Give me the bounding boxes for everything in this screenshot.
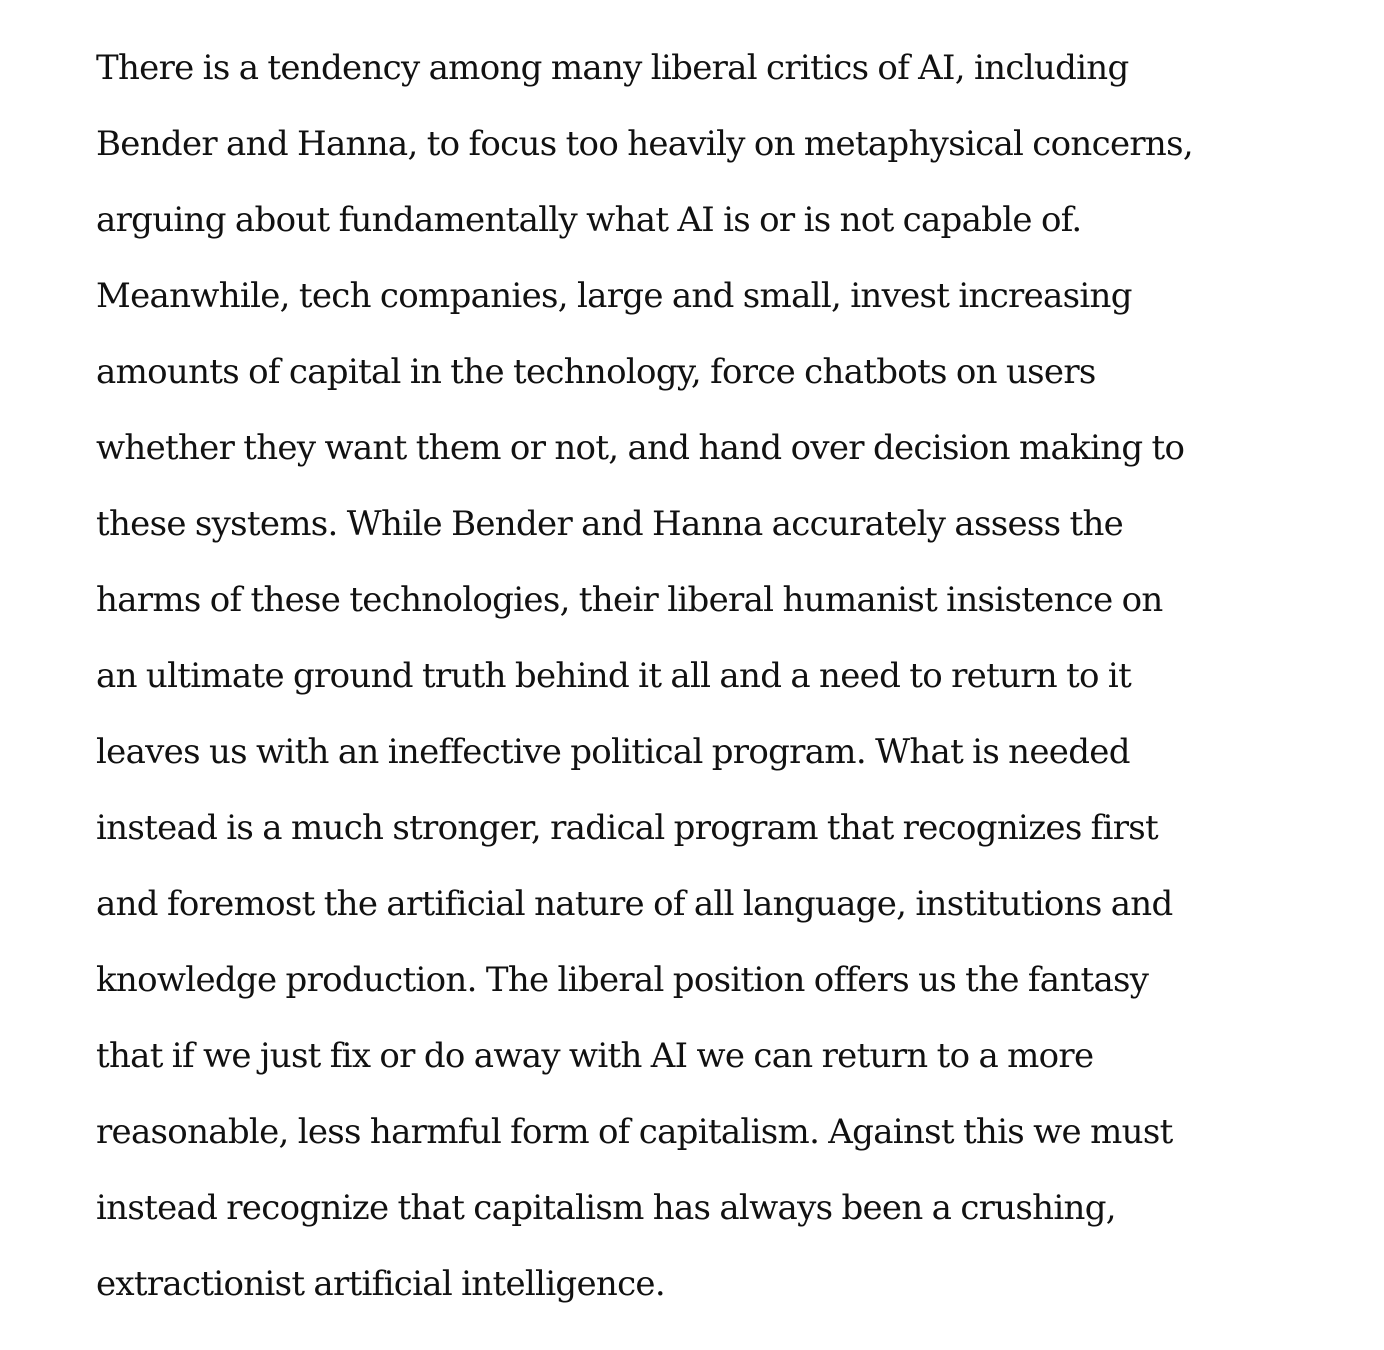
paragraph-line: There is a tendency among many liberal critics of AI, including xyxy=(96,48,1129,88)
paragraph-line: Bender and Hanna, to focus too heavily on metaphysical concerns, xyxy=(96,124,1193,164)
paragraph-line: extractionist artificial intelligence. xyxy=(96,1264,665,1304)
paragraph-line: Meanwhile, tech companies, large and small, invest increasing xyxy=(96,276,1132,316)
paragraph-line: instead recognize that capitalism has always been a crushing, xyxy=(96,1188,1116,1228)
paragraph-line: knowledge production. The liberal position offers us the fantasy xyxy=(96,960,1149,1000)
paragraph-line: these systems. While Bender and Hanna accurately assess the xyxy=(96,504,1124,544)
paragraph-line: harms of these technologies, their liberal humanist insistence on xyxy=(96,580,1163,620)
paragraph-line: an ultimate ground truth behind it all and a need to return to it xyxy=(96,656,1132,696)
paragraph-line: whether they want them or not, and hand over decision making to xyxy=(96,428,1185,468)
paragraph-line: leaves us with an ineffective political program. What is needed xyxy=(96,732,1130,772)
paragraph-line: arguing about fundamentally what AI is or is not capable of. xyxy=(96,200,1082,240)
paragraph-line: that if we just fix or do away with AI we can return to a more xyxy=(96,1036,1094,1076)
paragraph-line: instead is a much stronger, radical program that recognizes first xyxy=(96,808,1159,848)
paragraph-line: and foremost the artificial nature of all language, institutions and xyxy=(96,884,1173,924)
article-paragraph xyxy=(96,38,1336,1330)
paragraph-line: reasonable, less harmful form of capitalism. Against this we must xyxy=(96,1112,1173,1152)
paragraph-line: amounts of capital in the technology, force chatbots on users xyxy=(96,352,1096,392)
